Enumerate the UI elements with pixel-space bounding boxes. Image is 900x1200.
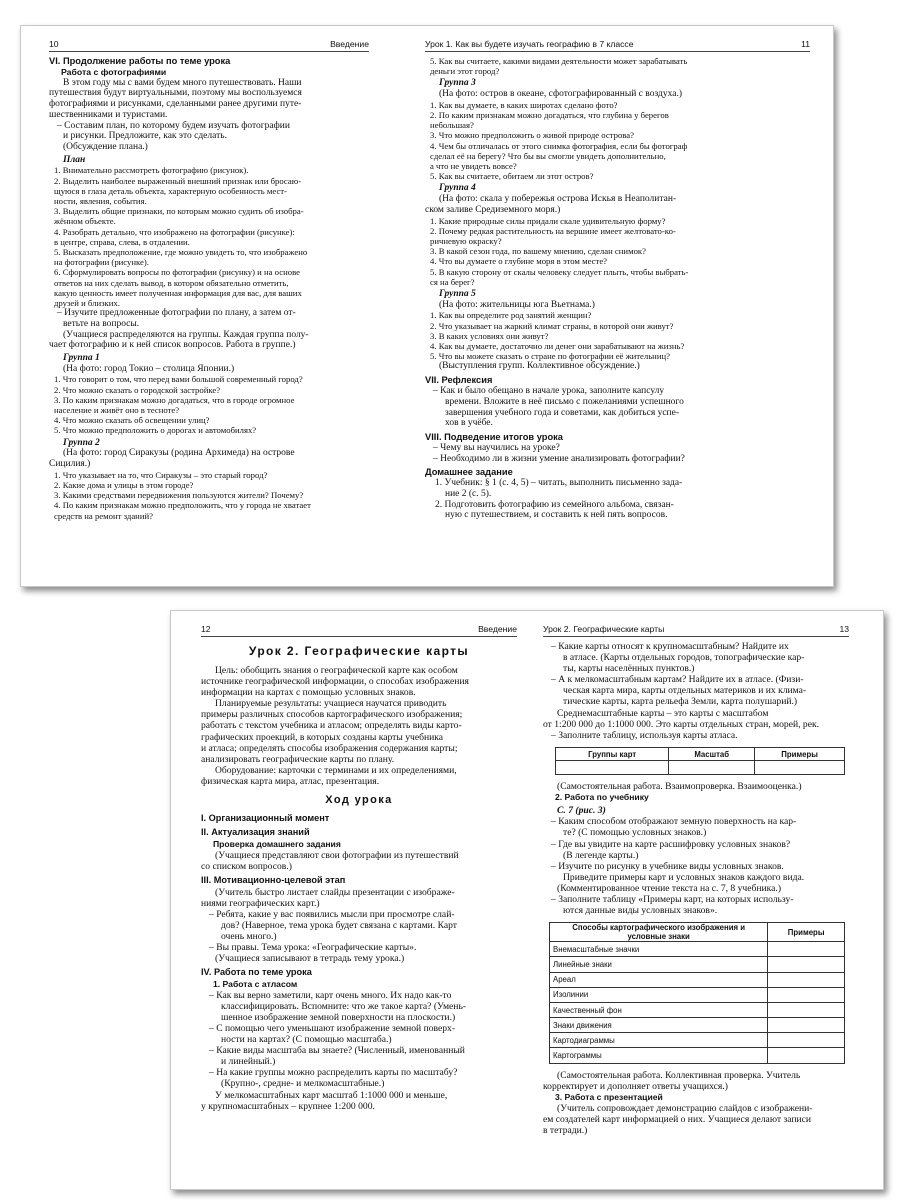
dialogue-line: – С помощью чего уменьшают изображение земной поверх- xyxy=(209,1022,456,1034)
text-line: ние 2 (с. 5). xyxy=(445,489,492,500)
list-item: ответов на них сделать вывод, в котором обязательно отметить, xyxy=(54,277,289,288)
group-heading: План xyxy=(63,154,86,165)
list-item: 2. Выделить наиболее выраженный внешний признак или бросаю- xyxy=(54,175,302,186)
list-item: 1. Внимательно рассмотреть фотографию (рисунок). xyxy=(54,165,249,176)
list-item: а что не увидеть вовсе? xyxy=(430,161,517,172)
list-item: 1. Что указывает на то, что Сиракузы – это старый город? xyxy=(54,469,268,480)
section-heading: VI. Продолжение работы по теме урока xyxy=(49,56,231,66)
dialogue-line: – Необходимо ли в жизни умение анализировать фотографии? xyxy=(433,453,685,464)
list-item: в центре, справа, слева, в отдалении. xyxy=(54,236,190,247)
subheading: 3. Работа с презентацией xyxy=(555,1091,663,1102)
dialogue-line: – Составим план, по которому будем изучать фотографии xyxy=(57,120,290,131)
table-cell xyxy=(768,987,845,1002)
running-head: Урок 2. Географические карты xyxy=(543,624,665,634)
table-row xyxy=(550,1018,845,1033)
running-head: Введение xyxy=(330,39,369,49)
table-row xyxy=(550,1002,845,1017)
list-item: 3. Выделить общие признаки, по которым можно судить об изобра- xyxy=(54,206,304,217)
table-cell xyxy=(768,942,845,957)
list-item: 1. Какие природные силы придали скале удивительную форму? xyxy=(430,215,666,226)
list-item: 2. По каким признакам можно догадаться, что глубина у берегов xyxy=(430,110,669,121)
header-rule xyxy=(543,636,849,637)
page-header xyxy=(201,624,517,636)
table-header: Примеры xyxy=(755,747,845,761)
text-line: ем создателей карт информацией о них. Учащиеся делают записи xyxy=(543,1114,812,1126)
list-item: на фотографии (рисунке). xyxy=(54,257,149,268)
table-cell xyxy=(768,1018,845,1033)
list-item: 3. В каких условиях они живут? xyxy=(430,330,549,341)
text-block xyxy=(543,1070,849,1137)
dialogue-line: – Какие виды масштаба вы знаете? (Численный, именованный xyxy=(209,1045,465,1057)
text-block xyxy=(543,781,849,916)
text-line: (На фото: город Сиракузы (родина Архимеда) на острове xyxy=(63,448,295,459)
list-item: 2. Что можно сказать о городской застройке? xyxy=(54,384,221,395)
text-line: времени. Вложите в неё письмо с пожеланиями успешного xyxy=(445,396,684,407)
text-line: со списком вопросов.) xyxy=(201,861,292,873)
list-item: 1. Как вы думаете, в каких широтах сделано фото? xyxy=(430,99,618,110)
text-line: ниями географических карт.) xyxy=(201,897,320,909)
page-text xyxy=(49,56,369,521)
dialogue-line: – Чему вы научились на уроке? xyxy=(433,442,560,453)
text-line: (На фото: жительницы юга Вьетнама.) xyxy=(439,299,595,310)
subheading: Работа с фотографиями xyxy=(61,67,167,77)
table-cell xyxy=(768,1002,845,1017)
page-number: 13 xyxy=(839,624,849,634)
lesson-title: Урок 2. Географические карты xyxy=(248,644,470,658)
group-heading: Группа 4 xyxy=(439,183,476,194)
text-line: примеры различных способов картографического изображения; xyxy=(201,709,463,721)
section-heading: VIII. Подведение итогов урока xyxy=(425,431,563,442)
list-item: 3. В какой сезон года, по вашему мнению, сделан снимок? xyxy=(430,246,646,257)
page-header xyxy=(543,624,849,636)
list-item: 3. Что можно предположить о живой природе острова? xyxy=(430,130,635,141)
text-line: ную с путешествием, и составить к ней пять вопросов. xyxy=(445,510,668,521)
text-line: физическая карта мира, атлас, презентация. xyxy=(201,775,380,787)
table-cell: Знаки движения xyxy=(550,1018,768,1033)
text-line: в атласе. (Карты отдельных городов, топографические кар- xyxy=(563,652,805,664)
text-line: от 1:200 000 до 1:1000 000. Это карты отдельных стран, морей, рек. xyxy=(543,718,820,730)
text-line: и линейный.) xyxy=(221,1056,276,1068)
list-item: щуюся в глаза деталь объекта, характерную особенность мест- xyxy=(54,185,288,196)
text-line: корректирует и дополняет ответы учащихся.) xyxy=(543,1080,728,1092)
text-line: в тетради.) xyxy=(543,1125,588,1137)
table-cell: Изолинии xyxy=(550,987,768,1002)
text-line: ности на картах? (С помощью масштаба.) xyxy=(221,1034,392,1046)
list-item: друзей и близких. xyxy=(54,297,120,308)
section-heading: IV. Работа по теме урока xyxy=(201,967,312,978)
table-row xyxy=(550,1033,845,1048)
table-row xyxy=(556,761,845,775)
text-line: фотографиями и рисунками, сделанными ранее другими путе- xyxy=(49,99,302,110)
header-rule xyxy=(49,51,369,52)
list-item: 5. Как вы считаете, обитаем ли этот остров? xyxy=(430,171,594,182)
dialogue-line: – А к мелкомасштабным картам? Найдите их в атласе. (Физи- xyxy=(551,674,804,686)
table-row xyxy=(550,942,845,957)
table-cell xyxy=(768,972,845,987)
text-line: (На фото: скала у побережья острова Искья в Неаполитан- xyxy=(439,194,677,205)
page-11 xyxy=(425,26,810,586)
text-line: (Учитель сопровождает демонстрацию слайдов с изображени- xyxy=(557,1102,813,1114)
page-text xyxy=(425,56,810,521)
dialogue-line: – Заполните таблицу, используя карты атласа. xyxy=(551,729,738,741)
text-line: ском заливе Средиземного моря.) xyxy=(425,204,561,215)
text-line: путешествия будут виртуальными, поэтому мы воспользуемся xyxy=(49,88,302,99)
dialogue-line: – Где вы увидите на карте расшифровку условных знаков? xyxy=(551,838,791,850)
table-cell xyxy=(556,761,669,775)
text-line: графических проекций, в которых созданы карты учебника xyxy=(201,731,444,743)
section-title: Ход урока xyxy=(325,794,393,807)
text-line: (На фото: остров в океане, сфотографированный с воздуха.) xyxy=(439,89,682,100)
text-line: ветьте на вопросы. xyxy=(63,318,140,329)
text-line: (Обсуждение плана.) xyxy=(63,141,148,152)
text-line: те? (С помощью условных знаков.) xyxy=(563,827,707,839)
map-groups-table xyxy=(555,747,845,775)
dialogue-line: – Изучите предложенные фотографии по плану, а затем от- xyxy=(57,308,296,319)
page-number: 12 xyxy=(201,624,211,634)
section-heading: VII. Рефлексия xyxy=(425,375,493,386)
table-header-row xyxy=(556,747,845,761)
list-item: 3. По каким признакам можно догадаться, что в городе огромное xyxy=(54,394,295,405)
table-header: Примеры xyxy=(768,923,845,942)
section-heading: I. Организационный момент xyxy=(201,813,330,824)
table-cell xyxy=(669,761,755,775)
list-item: 4. Что вы думаете о глубине моря в этом месте? xyxy=(430,256,608,267)
running-head: Урок 1. Как вы будете изучать географию в 7 классе xyxy=(425,39,634,49)
dialogue-line: – Какие карты относят к крупномасштабным? Найдите их xyxy=(551,641,789,652)
dialogue-line: – Каким способом отображают земную поверхность на кар- xyxy=(551,816,797,828)
list-item: сделал её на берегу? Что бы вы смогли увидеть дополнительно, xyxy=(430,150,666,161)
section-heading: II. Актуализация знаний xyxy=(201,827,310,838)
list-item: ся на берег? xyxy=(430,276,475,287)
text-line: В этом году мы с вами будем много путешествовать. Наши xyxy=(63,77,302,88)
table-cell xyxy=(768,1048,845,1063)
table-cell: Линейные знаки xyxy=(550,957,768,972)
list-item: 1. Что говорит о том, что перед вами большой современный город? xyxy=(54,374,303,385)
text-line: классифицировать. Вспомните: что же такое карта? (Умень- xyxy=(221,1000,467,1012)
text-line: (Учитель быстро листает слайды презентации с изображе- xyxy=(215,886,455,898)
text-line: анализировать географические карты по плану. xyxy=(201,753,395,765)
text-line: (Самостоятельная работа. Коллективная проверка. Учитель xyxy=(557,1069,801,1081)
list-item: 4. По каким признакам можно предположить, что у города не хватает xyxy=(54,500,311,511)
list-item: небольшая? xyxy=(430,120,474,131)
text-line: работать с текстом учебника и атласом; определять виды карто- xyxy=(201,720,462,732)
table-cell: Внемасштабные значки xyxy=(550,942,768,957)
text-block xyxy=(543,641,849,741)
text-line: очень много.) xyxy=(221,930,277,942)
page-number: 11 xyxy=(801,39,810,49)
list-item: 5. Что вы можете сказать о стране по фотографии её жительниц? xyxy=(430,351,670,362)
list-item: ности, явления, события. xyxy=(54,195,147,206)
list-item: ричневую окраску? xyxy=(430,235,502,246)
subheading: 1. Работа с атласом xyxy=(213,978,298,989)
group-heading: Группа 2 xyxy=(63,437,100,448)
list-item: 4. Чем бы отличалась от этого снимка фотография, если бы фотограф xyxy=(430,140,688,151)
text-line: завершения учебного года и советами, как добиться успе- xyxy=(445,407,680,418)
text-line: Цель: обобщить знания о географической карте как особом xyxy=(215,665,458,676)
text-line: (Крупно-, средне- и мелкомасштабные.) xyxy=(221,1078,385,1090)
text-line: (На фото: город Токио – столица Японии.) xyxy=(63,363,235,374)
group-heading: Группа 3 xyxy=(439,78,476,89)
text-line: Оборудование: карточки с терминами и их определениями, xyxy=(215,764,457,776)
table-row xyxy=(550,957,845,972)
table-cell xyxy=(755,761,845,775)
section-heading: Домашнее задание xyxy=(425,467,513,478)
table-header: Способы картографического изображения и условные знаки xyxy=(550,923,768,942)
list-item: 3. Какими средствами передвижения пользуются жители? Почему? xyxy=(54,490,304,501)
page-12 xyxy=(201,611,517,1189)
page-13 xyxy=(543,611,849,1189)
table-cell: Качественный фон xyxy=(550,1002,768,1017)
subheading: 2. Работа по учебнику xyxy=(555,792,649,803)
header-rule xyxy=(201,636,517,637)
list-item: 5. Что можно предположить о дорогах и автомобилях? xyxy=(54,425,257,436)
text-line: ются данные виды условных знаков». xyxy=(563,905,718,917)
table-header: Группы карт xyxy=(556,747,669,761)
text-line: (Выступления групп. Коллективное обсуждение.) xyxy=(439,361,640,372)
text-line: шественниками и туристами. xyxy=(49,109,168,120)
lesson-steps xyxy=(201,813,517,1112)
list-item: население и живёт оно в тесноте? xyxy=(54,405,180,415)
list-item: 2. Почему редкая растительность на вершине имеет желтовато-ко- xyxy=(430,225,676,236)
text-line: шенное изображение земной поверхности на плоскости.) xyxy=(221,1011,456,1023)
table-row xyxy=(550,1048,845,1063)
text-line: Сицилия.) xyxy=(49,459,91,470)
text-line: У мелкомасштабных карт масштаб 1:1000 000 и меньше, xyxy=(215,1089,448,1101)
list-item: 4. Разобрать детально, что изображено на фотографии (рисунке): xyxy=(54,226,295,237)
list-item: деньги этот город? xyxy=(430,66,500,77)
group-heading: С. 7 (рис. 3) xyxy=(557,805,606,817)
list-item: 5. Высказать предположение, где можно увидеть то, что изображено xyxy=(54,246,308,257)
text-line: хов в учёбе. xyxy=(445,418,493,429)
list-item: 5. В какую сторону от скалы человеку следует плыть, чтобы выбрать- xyxy=(430,266,689,277)
text-line: ты, карты населённых пунктов.) xyxy=(563,663,695,675)
text-line: и атласа; определять способы изображения содержания карты; xyxy=(201,742,458,754)
list-item: 4. Как вы думаете, достаточно ли денег они зарабатывают на жизнь? xyxy=(430,340,685,351)
section-heading: III. Мотивационно-целевой этап xyxy=(201,875,346,886)
text-line: (Учащиеся представляют свои фотографии из путешествий xyxy=(215,849,459,861)
page-10 xyxy=(49,26,369,586)
table-header-row xyxy=(550,923,845,942)
text-line: (Учащиеся распределяются на группы. Каждая группа полу- xyxy=(63,329,309,340)
text-line: у крупномасштабных – крупнее 1:200 000. xyxy=(201,1100,375,1112)
list-item: 4. Что можно сказать об освещении улиц? xyxy=(54,415,210,426)
list-item: 5. Как вы считаете, какими видами деятельности может зарабатывать xyxy=(430,56,688,66)
text-line: источнике географической информации, о способах изображения xyxy=(201,676,469,688)
symbols-table xyxy=(549,922,845,1064)
list-item: жённом объекте. xyxy=(54,216,116,227)
text-line: чает фотографию и к ней список вопросов. Работа в группе.) xyxy=(49,340,296,351)
text-line: Среднемасштабные карты – это карты с масштабом xyxy=(557,707,769,719)
list-item: какую ценность имеет полученная информация для вас, для ваших xyxy=(54,287,302,298)
text-line: дов? (Наверное, тема урока будет связана с картами. Карт xyxy=(221,919,457,931)
text-line: (Учащиеся записывают в тетрадь тему урока.) xyxy=(215,953,405,965)
header-rule xyxy=(425,51,810,52)
list-item: 2. Подготовить фотографию из семейного альбома, связан- xyxy=(435,499,674,510)
text-line: ческая карта мира, карты отдельных материков и их клима- xyxy=(563,685,807,697)
text-line: тические карты, карта рельефа Земли, карта полушарий.) xyxy=(563,696,798,708)
table-cell xyxy=(768,1033,845,1048)
table-header: Масштаб xyxy=(669,747,755,761)
table-row xyxy=(550,987,845,1002)
table-row xyxy=(550,972,845,987)
list-item: 1. Как вы определите род занятий женщин? xyxy=(430,310,592,321)
text-line: информации на картах с помощью условных знаков. xyxy=(201,687,416,699)
table-cell xyxy=(768,957,845,972)
page-text xyxy=(201,643,517,1112)
page-text xyxy=(543,641,849,1136)
list-item: 1. Учебник: § 1 (с. 4, 5) – читать, выполнить письменно зада- xyxy=(435,478,683,489)
dialogue-line: – Вы правы. Тема урока: «Географические карты». xyxy=(209,942,417,953)
text-line: Приведите примеры карт и условных знаков каждого вида. xyxy=(563,871,805,883)
dialogue-line: – Как вы верно заметили, карт очень много. Их надо как-то xyxy=(209,989,452,1001)
text-line: Планируемые результаты: учащиеся научатся приводить xyxy=(215,698,447,710)
subheading: Проверка домашнего задания xyxy=(213,838,341,849)
running-head: Введение xyxy=(478,624,517,634)
list-item: 6. Сформулировать вопросы по фотографии (рисунку) и на основе xyxy=(54,267,301,278)
book-spread-pages-10-11 xyxy=(20,25,834,587)
dialogue-line: – Ребята, какие у вас появились мысли при просмотре слай- xyxy=(209,908,455,920)
book-spread-pages-12-13 xyxy=(170,610,884,1190)
text-line: (Самостоятельная работа. Взаимопроверка. Взаимооценка.) xyxy=(557,781,802,793)
page-header xyxy=(49,39,369,51)
group-heading: Группа 1 xyxy=(63,352,100,363)
group-heading: Группа 5 xyxy=(439,288,476,299)
text-line: (В легенде карты.) xyxy=(563,849,639,861)
list-item: 2. Что указывает на жаркий климат страны, в которой они живут? xyxy=(430,320,674,331)
text-line: (Комментированное чтение текста на с. 7, 8 учебника.) xyxy=(557,882,782,894)
page-header xyxy=(425,39,810,51)
list-item: 2. Какие дома и улицы в этом городе? xyxy=(54,479,194,490)
table-cell: Картодиаграммы xyxy=(550,1033,768,1048)
table-cell: Картограммы xyxy=(550,1048,768,1063)
table-body xyxy=(550,942,845,1064)
dialogue-line: – На какие группы можно распределить карты по масштабу? xyxy=(209,1067,458,1079)
text-line: и рисунки. Предложите, как это сделать. xyxy=(63,131,227,142)
dialogue-line: – Как и было обещано в начале урока, заполните капсулу xyxy=(433,386,665,397)
list-item: средств на ремонт зданий? xyxy=(54,510,153,521)
page-number: 10 xyxy=(49,39,59,49)
dialogue-line: – Изучите по рисунку в учебнике виды условных знаков. xyxy=(551,860,784,872)
table-cell: Ареал xyxy=(550,972,768,987)
lesson-goals xyxy=(201,665,517,787)
dialogue-line: – Заполните таблицу «Примеры карт, на которых использу- xyxy=(551,893,794,905)
